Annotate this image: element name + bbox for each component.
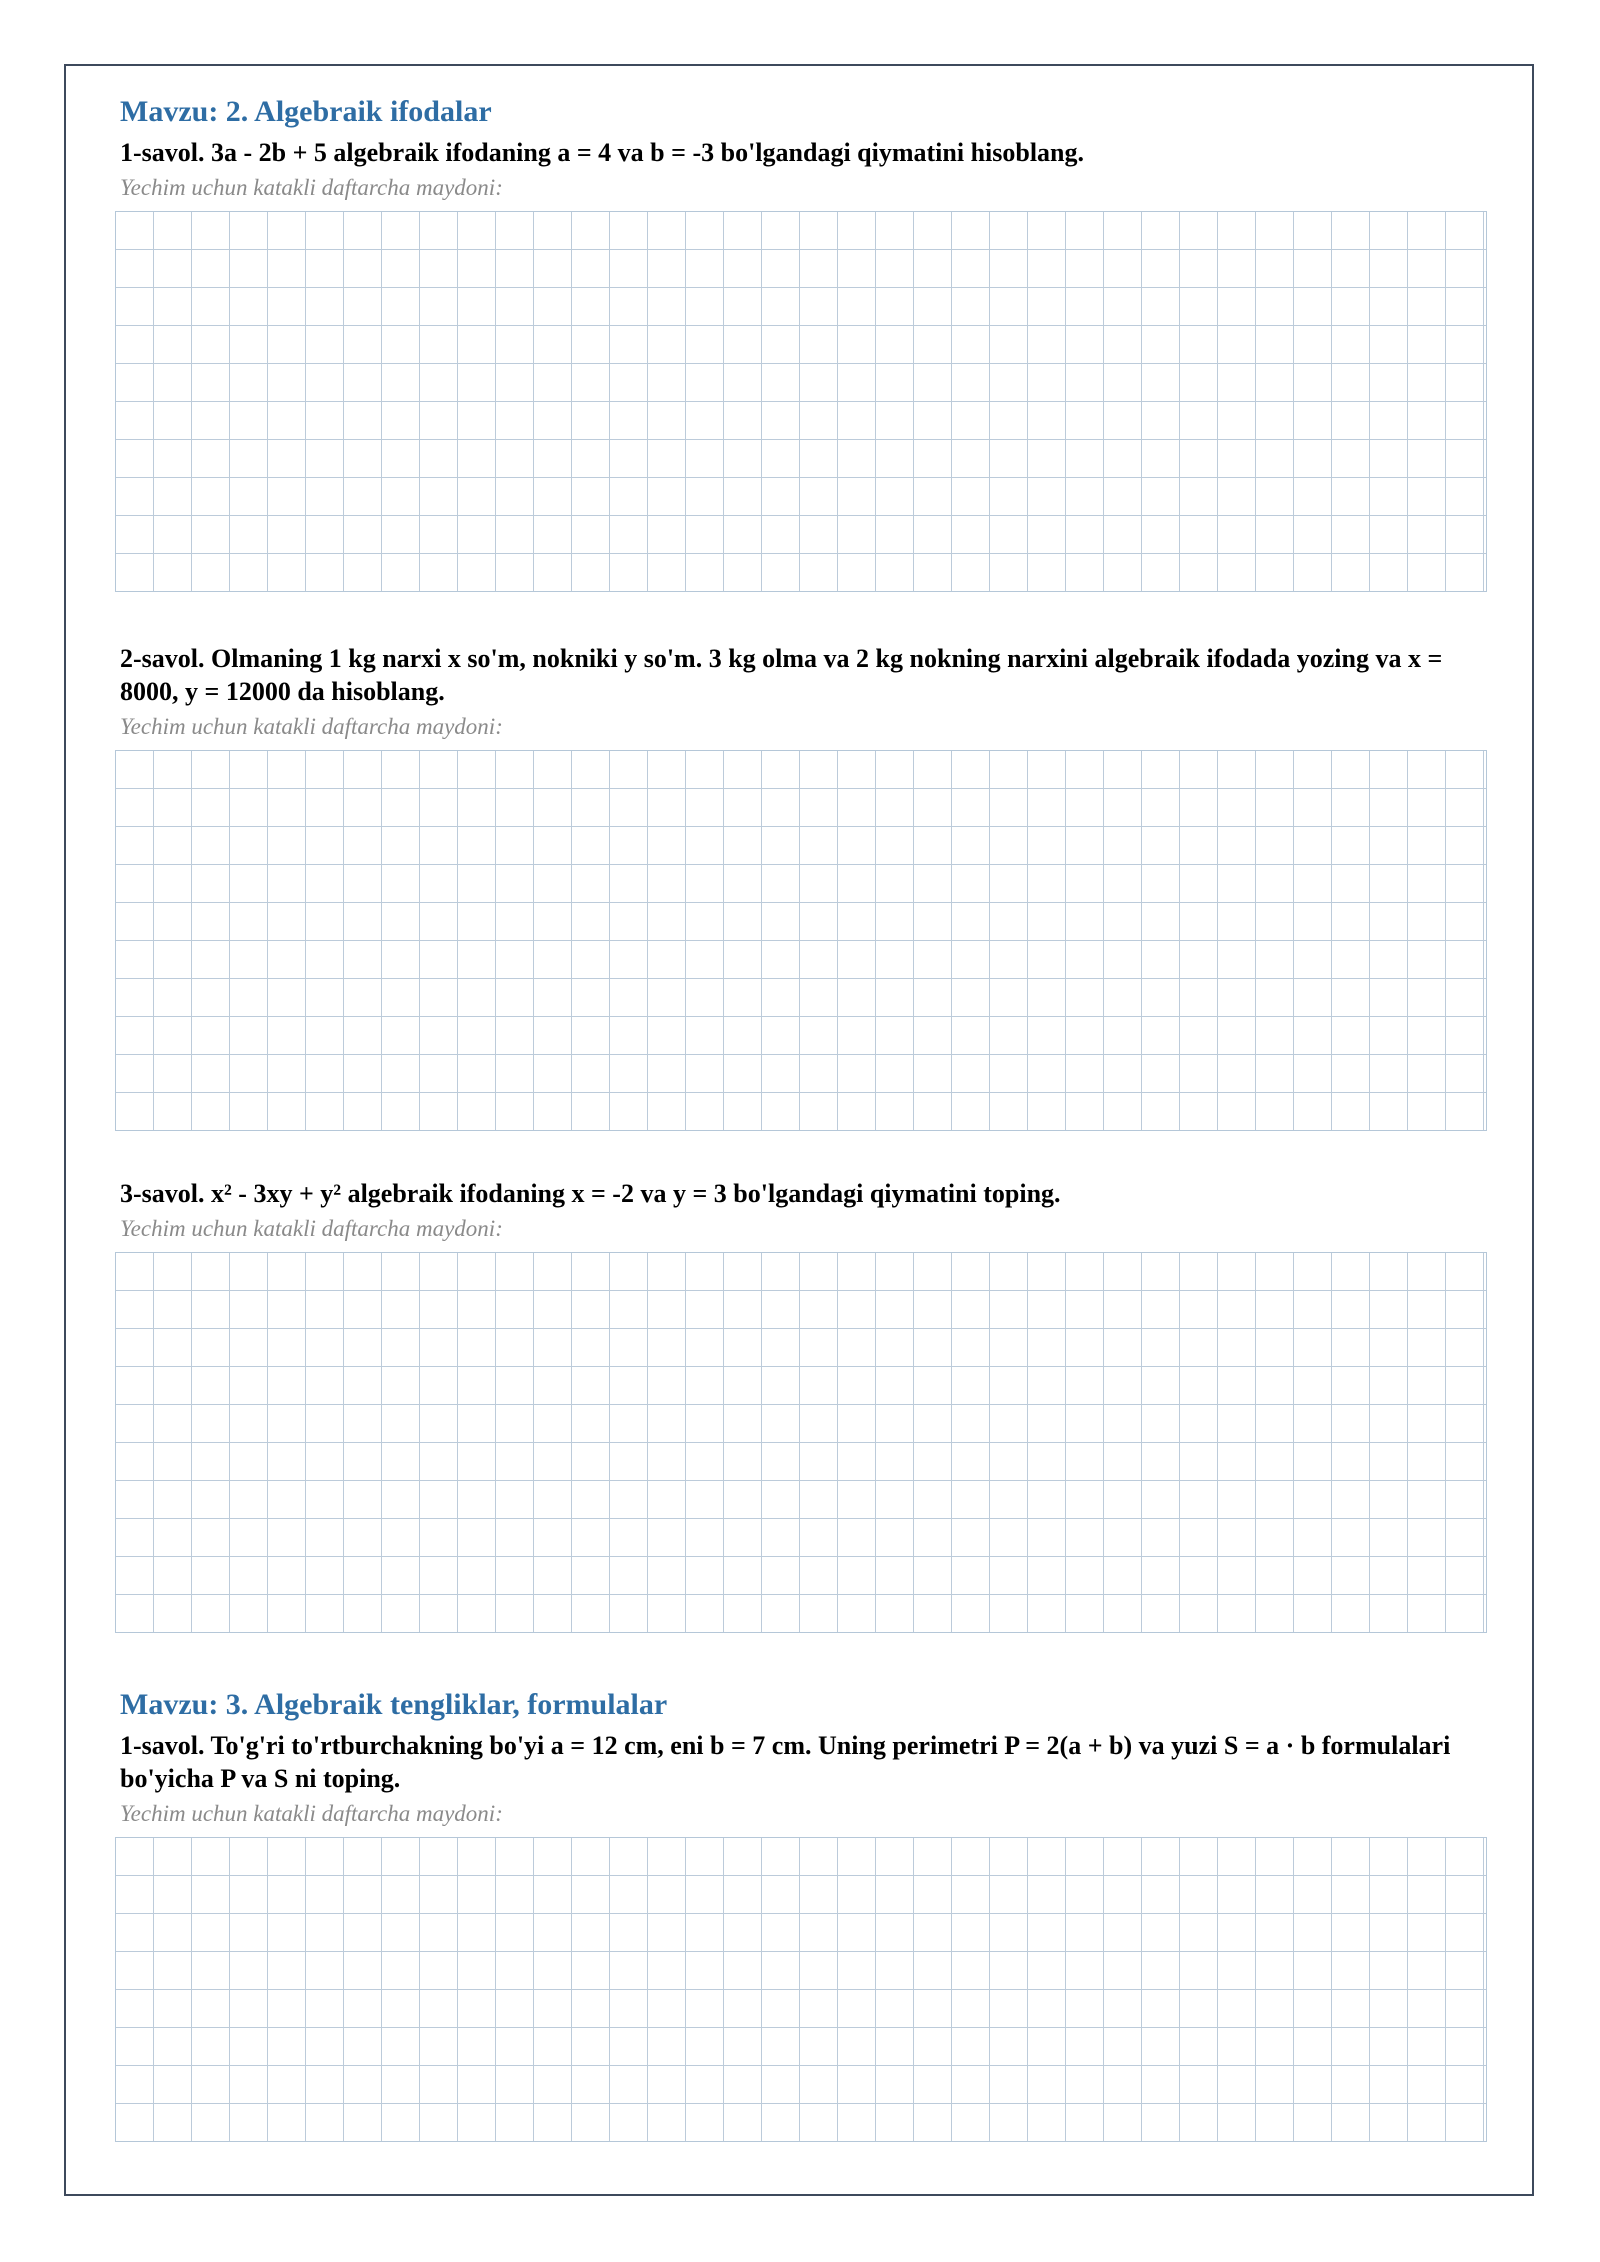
question-text — [120, 1729, 1485, 1795]
topic-title: Mavzu: 3. Algebraik tengliklar, formulalar — [120, 1688, 668, 1721]
question-block — [120, 642, 1485, 1131]
solution-grid[interactable] — [115, 211, 1487, 592]
question-body: 3a - 2b + 5 algebraik ifodaning a = 4 va b = -3 bo'lgandagi qiymatini hisoblang. — [211, 138, 1085, 167]
solution-hint: Yechim uchun katakli daftarcha maydoni: — [120, 1801, 503, 1826]
topic-section-2 — [120, 92, 1485, 1633]
solution-grid[interactable] — [115, 1252, 1487, 1633]
topic-title: Mavzu: 2. Algebraik ifodalar — [120, 95, 492, 128]
question-text — [120, 642, 1485, 708]
question-block — [120, 1729, 1485, 2142]
question-label: 1-savol. — [120, 1731, 205, 1760]
question-body: x² - 3xy + y² algebraik ifodaning x = -2 va y = 3 bo'lgandagi qiymatini toping. — [211, 1179, 1061, 1208]
question-body: To'g'ri to'rtburchakning bo'yi a = 12 cm, eni b = 7 cm. Uning perimetri P = 2(a + b) va yuzi S = a · b formulalari bo'yicha P va S ni toping. — [120, 1731, 1451, 1793]
question-block — [120, 136, 1485, 592]
solution-hint: Yechim uchun katakli daftarcha maydoni: — [120, 175, 503, 200]
solution-grid[interactable] — [115, 1837, 1487, 2142]
question-label: 3-savol. — [120, 1179, 205, 1208]
question-text — [120, 1177, 1485, 1210]
question-label: 1-savol. — [120, 138, 205, 167]
worksheet-content — [120, 92, 1485, 2142]
topic-section-3 — [120, 1685, 1485, 2142]
question-block — [120, 1177, 1485, 1633]
question-text — [120, 136, 1485, 169]
question-body: Olmaning 1 kg narxi x so'm, nokniki y so'm. 3 kg olma va 2 kg nokning narxini algebraik ifodada yozing va x = 8000, y = 12000 da hisoblang. — [120, 644, 1443, 706]
solution-hint: Yechim uchun katakli daftarcha maydoni: — [120, 1216, 503, 1241]
solution-hint: Yechim uchun katakli daftarcha maydoni: — [120, 714, 503, 739]
solution-grid[interactable] — [115, 750, 1487, 1131]
question-label: 2-savol. — [120, 644, 205, 673]
